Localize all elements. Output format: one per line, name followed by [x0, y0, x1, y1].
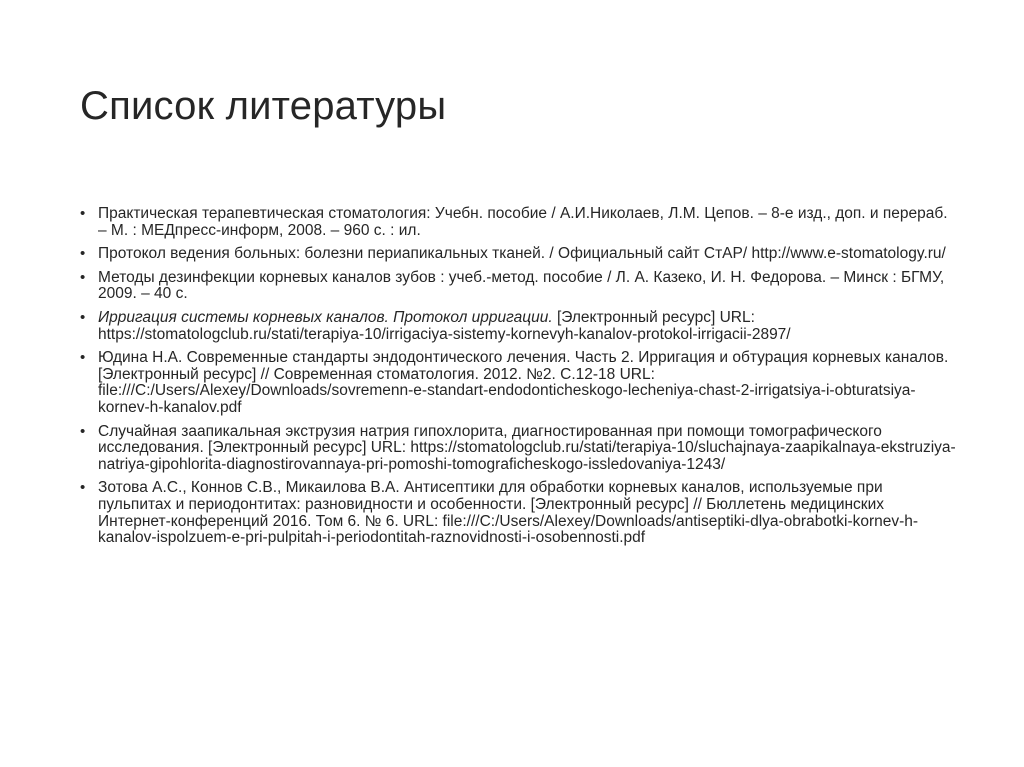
reference-text: Случайная заапикальная экструзия натрия гипохлорита, диагностированная при помощи томографического исследования. [Электронный ресурс] URL: https://stomatologclub.ru/stati/terapiya-10/sluchajnaya-zaapikalnaya-ekstruziya-natriya-gipohlorita-diagnostirovannaya-pri-pomoshi-tomograficheskogo-issledovaniya-1243/: [98, 422, 956, 473]
bullet-icon: •: [80, 268, 86, 286]
reference-list: [80, 206, 960, 554]
bullet-icon: •: [80, 205, 86, 222]
reference-text: Протокол ведения больных: болезни периапикальных тканей. / Официальный сайт СтАР/ http://www.e-stomatology.ru/: [98, 245, 946, 263]
reference-item: [80, 270, 960, 303]
reference-item: [80, 310, 960, 343]
bullet-icon: •: [80, 349, 86, 367]
reference-item: [80, 350, 960, 416]
reference-text: Методы дезинфекции корневых каналов зубов : учеб.-метод. пособие / Л. А. Казеко, И. Н. Федорова. – Минск : БГМУ, 2009. – 40 с.: [98, 268, 945, 303]
reference-item: [80, 246, 960, 263]
bullet-icon: •: [80, 422, 86, 440]
slide-title: Список литературы: [80, 84, 447, 128]
reference-text: [Электронный ресурс] URL: https://stomatologclub.ru/stati/terapiya-10/irrigaciya-sistemy-kornevyh-kanalov-protokol-irrigacii-2897/: [98, 308, 791, 343]
bullet-icon: •: [80, 308, 86, 326]
bullet-icon: •: [80, 245, 86, 263]
bullet-icon: •: [80, 479, 86, 497]
reference-text: Юдина Н.А. Современные стандарты эндодонтического лечения. Часть 2. Ирригация и обтурация корневых каналов. [Электронный ресурс] // Современная стоматология. 2012. №2. С.12-18 URL: file:///C:/Users/Alexey/Downloads/sovremenn-e-standart-endodonticheskogo-lecheniya-chast-2-irrigatsiya-i-obturatsiya-kornev-h-kanalov.pdf: [98, 349, 949, 416]
reference-item: [80, 480, 960, 546]
reference-italic-title: Ирригация системы корневых каналов. Протокол ирригации.: [98, 308, 553, 326]
reference-text: Зотова А.С., Коннов С.В., Микаилова В.А. Антисептики для обработки корневых каналов, используемые при пульпитах и периодонтитах: разновидности и особенности. [Электронный ресурс] // Бюллетень медицинских Интернет-конференций 2016. Том 6. № 6. URL: file:///C:/Users/Alexey/Downloads/antiseptiki-dlya-obrabotki-kornev-h-kanalov-ispolzuem-e-pri-pulpitah-i-periodontitah-raznovidnosti-i-osobennosti.pdf: [98, 479, 919, 547]
reference-item: [80, 206, 960, 239]
reference-item: [80, 424, 960, 474]
reference-text: Практическая терапевтическая стоматология: Учебн. пособие / А.И.Николаев, Л.М. Цепов. – 8-е изд., доп. и перераб. – М. : МЕДпресс-информ, 2008. – 960 с. : ил.: [98, 205, 948, 239]
